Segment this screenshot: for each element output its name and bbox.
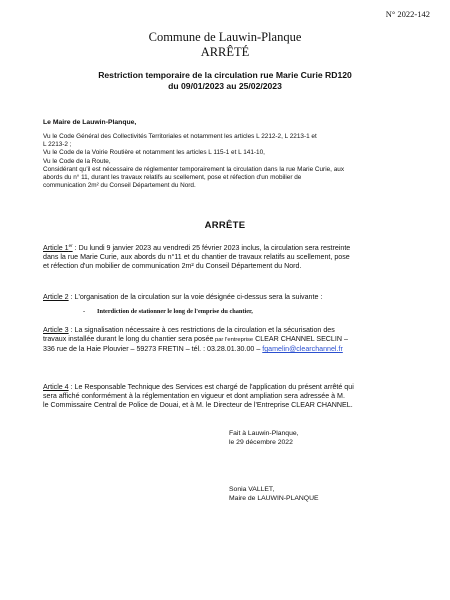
signatory bbox=[229, 485, 319, 503]
preamble-line: Considérant qu'il est nécessaire de réglementer temporairement la circulation dans la rue Marie Curie, aux bbox=[43, 165, 345, 173]
signer-title: Maire de LAUWIN-PLANQUE bbox=[229, 495, 319, 502]
preamble-considerations bbox=[43, 133, 413, 190]
document-subject bbox=[0, 70, 450, 92]
document-type-title: ARRÊTÉ bbox=[200, 45, 250, 59]
bullet-dash: - bbox=[83, 308, 86, 315]
preamble-line: communication 2m² du Conseil Département du Nord. bbox=[43, 182, 196, 190]
article-1-line: dans la rue Marie Curie, aux abords du n°11 et du chantier de travaux relatifs au scellement, pose bbox=[43, 253, 350, 262]
article-3-line: travaux installée durant le long du chantier sera posée par l'entreprise CLEAR CHANNEL SECLIN – bbox=[43, 335, 348, 344]
signer-name: Sonia VALLET, bbox=[229, 486, 275, 493]
signoff-date: le 29 décembre 2022 bbox=[229, 439, 293, 446]
article-2 bbox=[43, 293, 413, 302]
article-4-label: Article 4 bbox=[43, 383, 69, 391]
subject-line-2: du 09/01/2023 au 25/02/2023 bbox=[168, 81, 282, 91]
contact-email-link[interactable]: fgamelin@clearchannel.fr bbox=[262, 345, 343, 354]
article-1-line: Article 1er : Du lundi 9 janvier 2023 au vendredi 25 février 2023 inclus, la circulation sera restreinte bbox=[43, 243, 351, 252]
article-1 bbox=[43, 244, 413, 272]
article-3-line: 336 rue de la Haie Plouvier – 59273 FRETIN – tél. : 03.28.01.30.00 – fgamelin@clearchannel.fr bbox=[43, 345, 343, 354]
article-2-label: Article 2 bbox=[43, 293, 69, 301]
decree-heading: ARRÊTE bbox=[204, 220, 246, 231]
subject-line-1: Restriction temporaire de la circulation rue Marie Curie RD120 bbox=[98, 70, 352, 80]
preamble-line: L 2213-2 ; bbox=[43, 141, 72, 149]
article-4-line: Article 4 : Le Responsable Technique des Services est chargé de l'application du présent arrêté qui bbox=[43, 383, 354, 391]
article-3-line: Article 3 : La signalisation nécessaire à ces restrictions de la circulation et la sécurisation des bbox=[43, 326, 335, 334]
article-3 bbox=[43, 326, 413, 355]
preamble-line: Vu le Code Général des Collectivités Territoriales et notamment les articles L 2212-2, L 2213-1 et bbox=[43, 133, 317, 140]
article-4 bbox=[43, 383, 413, 411]
signoff-place: Fait à Lauwin-Planque, bbox=[229, 430, 299, 437]
article-2-text: : L'organisation de la circulation sur la voie désignée ci-dessus sera la suivante : bbox=[68, 293, 323, 301]
preamble-line: Vu le Code de la Route, bbox=[43, 157, 111, 165]
place-and-date bbox=[229, 429, 299, 447]
article-4-line: le Commissaire Central de Police de Douai, et à M. le Directeur de l'Entreprise CLEAR CHANNEL. bbox=[43, 401, 353, 410]
preamble-line: Vu le Code de la Voirie Routière et notamment les articles L 115-1 et L 141-10, bbox=[43, 149, 265, 157]
reference-number: N° 2022-142 bbox=[385, 9, 430, 19]
article-3-label: Article 3 bbox=[43, 326, 69, 334]
preamble-line: abords du n° 11, durant les travaux relatifs au scellement, pose et réfection d'un mobilier de bbox=[43, 174, 302, 182]
bullet-text: Interdiction de stationner le long de l'emprise du chantier, bbox=[97, 308, 253, 315]
commune-name: Commune de Lauwin-Planque bbox=[148, 30, 302, 44]
article-1-line: et réfection d'un mobilier de communication 2m² du Conseil Département du Nord. bbox=[43, 262, 302, 271]
issuing-authority: Le Maire de Lauwin-Planque, bbox=[43, 119, 137, 126]
article-2-bullet bbox=[83, 308, 253, 315]
article-4-line: sera affiché conformément à la réglementation en vigueur et dont ampliation sera adressée à M. bbox=[43, 392, 345, 401]
article-1-label: Article 1er bbox=[43, 243, 73, 252]
